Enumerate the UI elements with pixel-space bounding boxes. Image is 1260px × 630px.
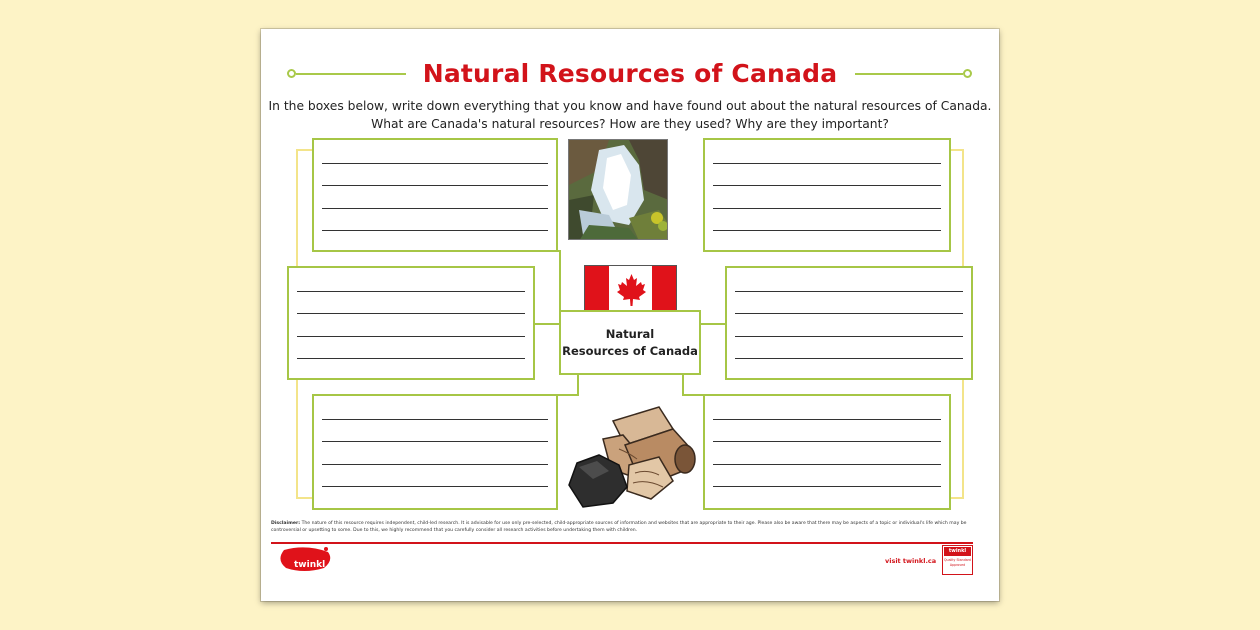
wood-and-coal-image <box>563 399 703 509</box>
badge-title: twinkl <box>944 547 971 556</box>
center-label-line-1: Natural <box>605 327 655 341</box>
writing-line <box>322 486 548 487</box>
flag-bar-right <box>652 266 676 311</box>
disclaimer-label: Disclaimer: <box>271 521 301 526</box>
instructions-line-1: In the boxes below, write down everything that you know and have found out about the natural resources of Canada. <box>268 99 992 113</box>
writing-line <box>322 464 548 465</box>
writing-line <box>297 358 525 359</box>
writing-line <box>297 336 525 337</box>
center-label-line-2: Resources of Canada <box>562 344 698 358</box>
writing-box-mid-right[interactable] <box>725 266 973 380</box>
quality-badge <box>942 545 973 575</box>
writing-box-top-left[interactable] <box>312 138 558 252</box>
disclaimer <box>271 520 989 534</box>
writing-line <box>713 419 941 420</box>
writing-box-top-right[interactable] <box>703 138 951 252</box>
connector-frame-right-top <box>951 149 964 151</box>
writing-box-bottom-left[interactable] <box>312 394 558 510</box>
visit-link[interactable]: visit twinkl.ca <box>885 557 937 565</box>
writing-line <box>713 230 941 231</box>
writing-line <box>322 163 548 164</box>
waterfall-image <box>568 139 668 240</box>
writing-box-bottom-right[interactable] <box>703 394 951 510</box>
connector-mid-right <box>699 323 727 325</box>
writing-line <box>322 185 548 186</box>
flag-bar-left <box>585 266 609 311</box>
connector-frame-right-bottom <box>951 497 964 499</box>
instructions-line-2: What are Canada's natural resources? How are they used? Why are they important? <box>371 117 889 131</box>
writing-line <box>713 163 941 164</box>
badge-subtitle: Quality Standard Approved <box>944 558 971 567</box>
writing-line <box>735 291 963 292</box>
maple-leaf-icon <box>609 266 654 311</box>
connector-mid-left <box>533 323 561 325</box>
instructions <box>261 97 999 133</box>
canada-flag-icon <box>584 265 677 312</box>
connector-top-left-down <box>559 250 561 310</box>
connector-bottom-right <box>682 373 684 396</box>
writing-line <box>735 313 963 314</box>
writing-line <box>713 486 941 487</box>
flag-center <box>609 266 652 311</box>
center-topic-box <box>559 310 701 375</box>
worksheet-page <box>261 29 999 601</box>
writing-box-mid-left[interactable] <box>287 266 535 380</box>
writing-line <box>713 441 941 442</box>
writing-line <box>297 313 525 314</box>
writing-line <box>713 464 941 465</box>
footer-rule <box>271 542 973 544</box>
writing-line <box>322 419 548 420</box>
connector-bottom-left <box>577 373 579 396</box>
writing-line <box>322 441 548 442</box>
writing-line <box>713 185 941 186</box>
writing-line <box>322 230 548 231</box>
writing-line <box>735 336 963 337</box>
writing-line <box>735 358 963 359</box>
writing-line <box>322 208 548 209</box>
page-title: Natural Resources of Canada <box>422 59 838 88</box>
writing-line <box>713 208 941 209</box>
twinkl-logo-text: twinkl <box>294 560 326 570</box>
disclaimer-text: The nature of this resource requires independent, child-led research. It is advisable for use only pre-selected, child-appropriate sources of information and websites that are appropriate to their age. Please also be aware that there may be aspects of a topic or individual's life which may be controversial or upsetting to some. Due to this, we highly recommend that you carefully consider all research activities before undertaking them with children. <box>271 521 967 533</box>
writing-line <box>297 291 525 292</box>
